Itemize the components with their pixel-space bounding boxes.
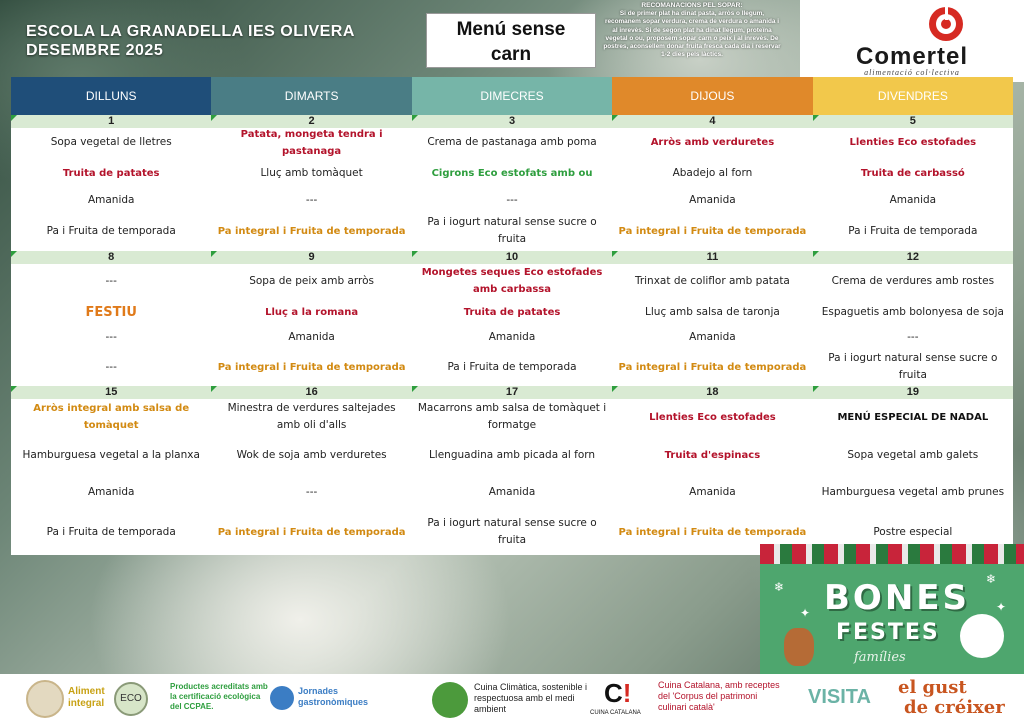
weekday-header-dijous: DIJOUS — [612, 77, 812, 115]
weekday-header-row — [11, 77, 1013, 115]
dish: Minestra de verdures saltejades amb oli d'alls — [227, 402, 396, 431]
date-number: 12 — [813, 251, 1013, 264]
comertel-logo-icon — [928, 6, 964, 42]
date-number: 15 — [11, 386, 211, 399]
dish: Sopa vegetal amb galets — [847, 448, 979, 461]
dish: Truita de patates — [62, 167, 160, 179]
dish: Pa i iogurt natural sense sucre o fruita — [427, 216, 597, 245]
dish: Lluç a la romana — [265, 306, 359, 318]
dish: --- — [105, 330, 117, 343]
dish: Crema de verdures amb rostes — [831, 274, 995, 287]
gingerbread-icon — [784, 628, 814, 666]
earth-plant-icon — [432, 682, 468, 718]
day-menu — [11, 399, 211, 555]
dish: Hamburguesa vegetal amb prunes — [821, 485, 1005, 498]
menu-type-line2: carn — [490, 44, 532, 65]
day-menu — [813, 128, 1013, 251]
dish: Amanida — [689, 193, 736, 206]
dish: --- — [305, 193, 318, 206]
bones-text: BONES — [824, 578, 970, 618]
week-block — [11, 386, 1013, 555]
dish: Cigrons Eco estofats amb ou — [431, 167, 593, 179]
dish: Sopa de peix amb arròs — [249, 274, 374, 287]
dish: Espaguetis amb bolonyesa de soja — [821, 305, 1004, 318]
day-menu — [813, 399, 1013, 555]
dish: Amanida — [87, 485, 135, 498]
date-row — [11, 115, 1013, 128]
reco-title: RECOMANACIONS PEL SOPAR: — [641, 2, 743, 9]
day-menu — [612, 264, 812, 386]
date-number: 9 — [211, 251, 411, 264]
dish: --- — [506, 193, 518, 206]
dish: Arròs integral amb salsa de tomàquet — [33, 403, 190, 431]
date-number: 5 — [813, 115, 1013, 128]
dish: Amanida — [87, 193, 135, 206]
dish: Pa i Fruita de temporada — [447, 360, 577, 373]
cuina-climatica-label: Cuina Climàtica, sostenible i respectuosa amb el medi ambient — [474, 682, 588, 714]
weekday-header-divendres: DIVENDRES — [813, 77, 1013, 115]
dish: Abadejo al forn — [672, 166, 753, 179]
dish: Truita de patates — [463, 306, 561, 318]
gust-line1: el gust — [898, 677, 967, 698]
dish: --- — [105, 360, 117, 373]
gust-line2: de créixer — [904, 697, 1005, 718]
day-menu — [612, 128, 812, 251]
dish: FESTIU — [85, 304, 137, 320]
date-row — [11, 251, 1013, 264]
menu-type-box — [426, 13, 596, 68]
week-block — [11, 251, 1013, 386]
day-menu — [412, 264, 612, 386]
dish: Lluç amb salsa de taronja — [645, 305, 780, 318]
school-name: ESCOLA LA GRANADELLA IES OLIVERA — [26, 23, 355, 40]
dish: Postre especial — [873, 525, 953, 538]
dish: Arròs amb verduretes — [650, 137, 775, 148]
eco-badge: ECO — [114, 682, 148, 716]
date-number: 3 — [412, 115, 612, 128]
date-number: 11 — [612, 251, 812, 264]
dish: --- — [305, 485, 318, 498]
menu-grid — [11, 115, 1013, 555]
dish: Pa i Fruita de temporada — [848, 224, 978, 237]
dish: Mongetes seques Eco estofades amb carbassa — [421, 267, 603, 295]
day-menu — [412, 128, 612, 251]
dish: Truita de carbassó — [860, 167, 965, 179]
dish: Pa integral i Fruita de temporada — [618, 526, 807, 538]
dish: Amanida — [889, 193, 937, 206]
jornades-label: Jornades gastronòmiques — [298, 686, 369, 707]
dish: Amanida — [689, 330, 736, 343]
festes-text: FESTES — [836, 620, 940, 645]
dish: Trinxat de coliflor amb patata — [634, 274, 790, 287]
christmas-banner — [760, 544, 1024, 674]
snowflake-icon: ❄ — [986, 572, 997, 586]
dish: Amanida — [689, 485, 736, 498]
dish: Truita d'espinacs — [664, 449, 761, 461]
brand-logo-box — [800, 0, 1024, 82]
dish: Pa i iogurt natural sense sucre o fruita — [427, 517, 597, 546]
visita-label: VISITA — [808, 686, 871, 708]
families-text: famílies — [854, 650, 906, 665]
date-number: 19 — [813, 386, 1013, 399]
dish: Amanida — [288, 330, 335, 343]
day-menu — [412, 399, 612, 555]
dish: MENÚ ESPECIAL DE NADAL — [837, 411, 989, 423]
productes-eco-label: Productes acreditats amb la certificació ecològica del CCPAE. — [170, 682, 268, 711]
dish: Pa integral i Fruita de temporada — [217, 361, 406, 373]
menu-type-line1: Menú sense — [456, 19, 566, 40]
meals-row — [11, 128, 1013, 251]
reco-text: Si de primer plat ha dinat pasta, arròs o llegum, recomanem sopar verdura, crema de verdura o amanida i al inrevès. Si de segon plat ha dinat llegum, proteïna vegetal o ou, proposem sopar carn o peix i al inrevès. De postres, aconsellem donar fruita fresca cada dia i reservar 1-2 dies pels làctics. — [603, 10, 781, 59]
dish: Pa integral i Fruita de temporada — [217, 526, 406, 538]
dish: Sopa vegetal de lletres — [50, 136, 172, 148]
dish: Llenguadina amb picada al forn — [428, 448, 596, 461]
date-number: 2 — [211, 115, 411, 128]
footer — [0, 674, 1024, 726]
garland-decoration — [760, 544, 1024, 564]
day-menu — [11, 264, 211, 386]
day-menu — [211, 128, 411, 251]
snowflake-icon: ❄ — [774, 580, 785, 594]
date-number: 16 — [211, 386, 411, 399]
school-title — [26, 22, 355, 60]
snowman-icon — [960, 614, 1004, 658]
cuina-catalana-label: Cuina Catalana, amb receptes del 'Corpus del patrimoni culinari català' — [658, 680, 780, 712]
dish: Pa integral i Fruita de temporada — [217, 225, 406, 237]
brand-name: Comertel — [855, 43, 969, 70]
dinner-recommendations — [603, 2, 781, 59]
week-block — [11, 115, 1013, 251]
wheat-icon — [26, 680, 64, 718]
weekday-header-dimecres: DIMECRES — [412, 77, 612, 115]
date-number: 4 — [612, 115, 812, 128]
dish: Pa i iogurt natural sense sucre o fruita — [828, 352, 998, 381]
aliment-integral-label: Aliment integral — [68, 686, 105, 709]
day-menu — [211, 264, 411, 386]
dish: Patata, mongeta tendra i pastanaga — [240, 128, 383, 157]
dish: Pa i Fruita de temporada — [46, 224, 176, 237]
dish: --- — [105, 274, 117, 287]
date-row — [11, 386, 1013, 399]
dish: Llenties Eco estofades — [649, 411, 776, 423]
weekday-header-dilluns: DILLUNS — [11, 77, 211, 115]
date-number: 17 — [412, 386, 612, 399]
date-number: 8 — [11, 251, 211, 264]
snowflake-icon: ✦ — [800, 606, 811, 620]
meals-row — [11, 264, 1013, 386]
dish: --- — [907, 330, 919, 343]
day-menu — [211, 399, 411, 555]
date-number: 1 — [11, 115, 211, 128]
snowflake-icon: ✦ — [996, 600, 1007, 614]
meals-row — [11, 399, 1013, 555]
date-number: 10 — [412, 251, 612, 264]
cuina-catalana-logo-text: CUINA CATALANA — [590, 710, 641, 716]
dish: Pa i Fruita de temporada — [46, 525, 176, 538]
dish: Macarrons amb salsa de tomàquet i formatge — [417, 402, 607, 431]
dish: Pa integral i Fruita de temporada — [618, 225, 807, 237]
weekday-header-dimarts: DIMARTS — [211, 77, 411, 115]
cuina-catalana-logo-icon: C! — [604, 678, 632, 708]
globe-icon — [270, 686, 294, 710]
dish: Hamburguesa vegetal a la planxa — [22, 448, 200, 461]
dish: Llenties Eco estofades — [849, 137, 977, 148]
day-menu — [11, 128, 211, 251]
date-number: 18 — [612, 386, 812, 399]
dish: Pa integral i Fruita de temporada — [618, 361, 807, 373]
dish: Amanida — [488, 330, 536, 343]
month-year: DESEMBRE 2025 — [26, 42, 164, 59]
dish: Crema de pastanaga amb poma — [427, 136, 597, 148]
day-menu — [813, 264, 1013, 386]
dish: Lluç amb tomàquet — [260, 166, 363, 179]
brand-tagline: alimentació col·lectiva — [864, 68, 960, 77]
dish: Amanida — [488, 485, 536, 498]
dish: Wok de soja amb verduretes — [236, 448, 387, 461]
day-menu — [612, 399, 812, 555]
